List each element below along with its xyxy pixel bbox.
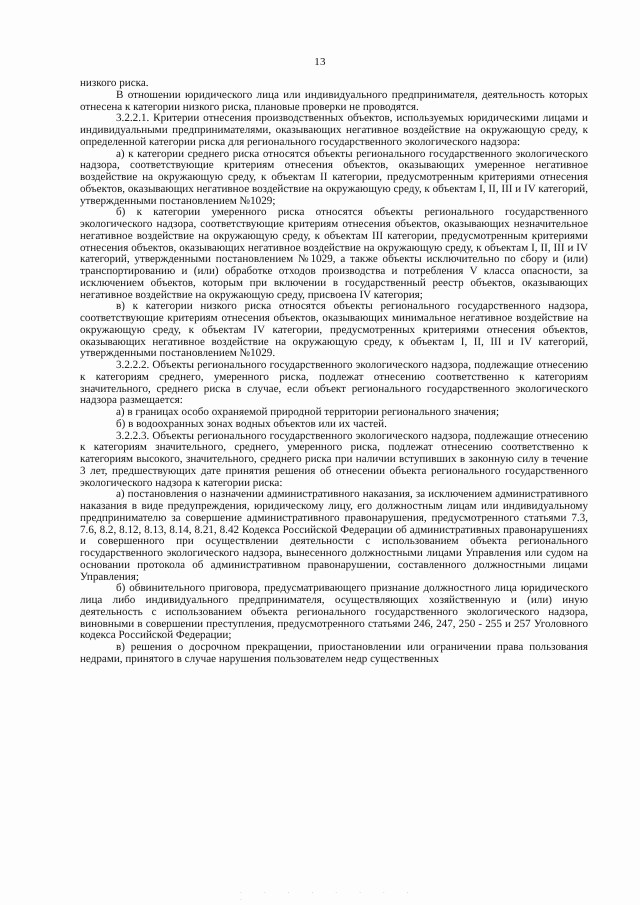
paragraph: в) к категории низкого риска относятся объекты регионального государственного надзора, соответствующие критериям отнесения объектов, оказывающих минимальное негативное воздействие на окружающую среду, к объектам IV категории, предусмотренных критериями отнесения объектов, оказывающих негативное воздействие на окружающую среду, к объектам I, II, III и IV категорий, утвержденными постановлением №1029. [80, 300, 588, 360]
paragraph: а) в границах особо охраняемой природной территории регионального значения; [116, 406, 500, 418]
paragraph: 3.2.2.3. Объекты регионального государственного экологического надзора, подлежащие отнесению к категориям значительного, среднего, умеренного риска, подлежат отнесению соответственно к категориям высокого, значительного, среднего риска при наличии вступивших в законную силу в течение 3 лет, предшествующих дате принятия решения об отнесении объекта регионального государственного экологического надзора к категории риска: [80, 429, 588, 489]
page-number: 13 [314, 56, 326, 68]
paragraph: 3.2.2.2. Объекты регионального государственного экологического надзора, подлежащие отнесению к категориям среднего, умеренного риска, подлежат отнесению соответственно к категориям значительного, среднего риска в случае, если объект регионального государственного экологического надзора размещается: [80, 359, 588, 407]
paragraph: низкого риска. [80, 77, 149, 89]
paragraph: б) в водоохранных зонах водных объектов или их частей. [116, 417, 387, 430]
document-body [80, 78, 588, 666]
paragraph: 3.2.2.1. Критерии отнесения производственных объектов, используемых юридическими лицами и индивидуальными предпринимателями, оказывающих негативное воздействие на окружающую среду, к определенной категории риска для регионального государственного экологического надзора: [80, 112, 588, 148]
scan-artifact: · · · · · · · · · [240, 890, 419, 904]
paragraph: В отношении юридического лица или индивидуального предпринимателя, деятельность которых отнесена к категории низкого риска, плановые проверки не проводятся. [80, 88, 588, 113]
paragraph: в) решения о досрочном прекращении, приостановлении или ограничении права пользования недрами, принятого в случае нарушения пользователем недр существенных [80, 641, 588, 665]
paragraph: а) к категории среднего риска относятся объекты регионального государственного экологического надзора, соответствующие критериям отнесения объектов, оказывающих умеренное негативное воздействие на окружающую среду, к объектам II категории, предусмотренным критериями отнесения объектов, оказывающих негативное воздействие на окружающую среду, к объектам I, II, III и IV категорий, утвержденными постановлением №1029; [80, 147, 588, 207]
paragraph: б) к категории умеренного риска относятся объекты регионального государственного экологического надзора, соответствующие критериям отнесения объектов, оказывающих незначительное негативное воздействие на окружающую среду, к объектам III категории, предусмотренным критериями отнесения объектов, оказывающих негативное воздействие на окружающую среду, к объектам I, II, III и IV категорий, утвержденными постановлением №1029, а также объекты исключительно по сбору и (или) транспортированию и (или) обработке отходов производства и потребления V класса опасности, за исключением объектов, которым при включении в государственный реестр объектов, оказывающих негативное воздействие на окружающую среду, присвоена IV категория; [80, 206, 588, 301]
paragraph: а) постановления о назначении административного наказания, за исключением административного наказания в виде предупреждения, юридическому лицу, его должностным лицам или индивидуальному предпринимателю за совершение административного правонарушения, предусмотренного статьями 7.3, 7.6, 8.2, 8.12, 8.13, 8.14, 8.21, 8.42 Кодекса Российской Федерации об административных правонарушениях и совершенного при осуществлении деятельности с использованием объекта регионального государственного экологического надзора, вынесенного должностными лицами Управления или судом на основании протокола об административном правонарушении, составленного должностными лицами Управления; [80, 488, 588, 583]
paragraph: б) обвинительного приговора, предусматривающего признание должностного лица юридического лица либо индивидуального предпринимателя, осуществляющих хозяйственную и (или) иную деятельность с использованием объекта регионального государственного экологического надзора, виновными в совершении преступления, предусмотренного статьями 246, 247, 250 - 255 и 257 Уголовного кодекса Российской Федерации; [80, 582, 588, 642]
